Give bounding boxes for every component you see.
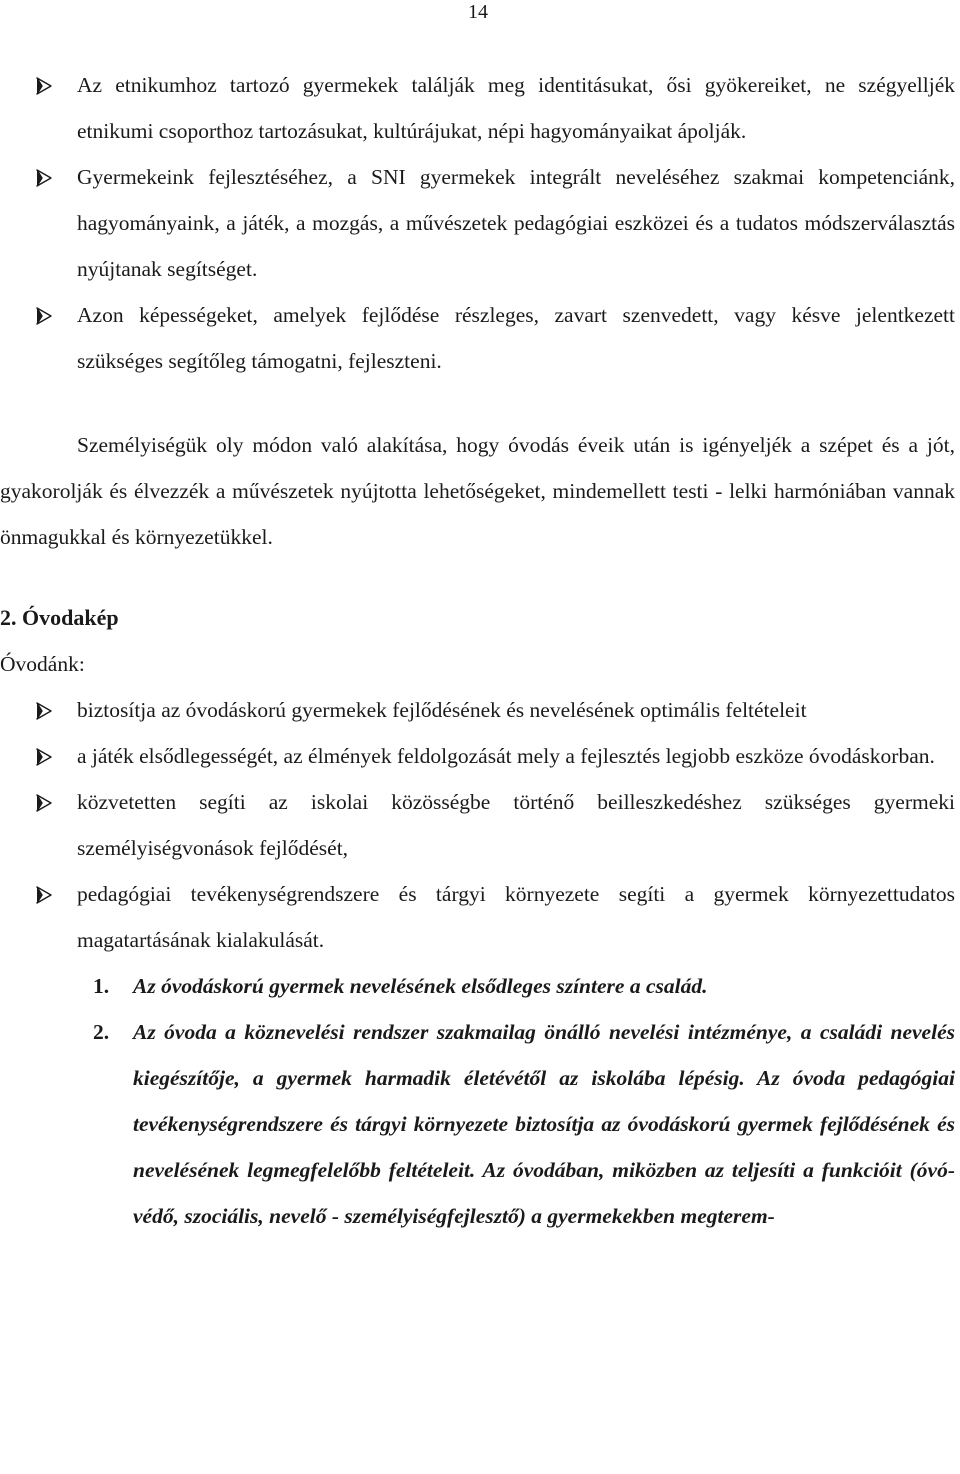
numbered-text: Az óvodáskorú gyermek nevelésének elsődleges színtere a család. [133,974,708,998]
arrow-bullet-icon [35,748,53,766]
item-number: 1. [93,974,110,998]
body-paragraph: Személyiségük oly módon való alakítása, hogy óvodás éveik után is igényeljék a szépet és a jót, gyakorolják és élvezzék a művészetek nyújtotta lehetőségeket, mindemellett testi - lelki harmóniában vannak önmagukkal és környezetükkel. [0,433,955,549]
section-intro: Óvodánk: [0,652,85,676]
arrow-bullet-icon [35,794,53,812]
bullet-text: Az etnikumhoz tartozó gyermekek találják meg identitásukat, ősi gyökereiket, ne szégyelljék etnikumi csoporthoz tartozásukat, kultúrájukat, népi hagyományaikat ápolják. [77,73,955,143]
numbered-item [0,1009,955,1239]
section-heading: 2. Óvodakép [0,605,119,630]
list-item [0,292,955,384]
numbered-item [0,963,955,1009]
document-body [0,62,955,1239]
numbered-text: Az óvoda a köznevelési rendszer szakmailag önálló nevelési intézménye, a családi nevelés kiegészítője, a gyermek harmadik életévétől az iskolába lépésig. Az óvoda pedagógiai tevékenységrendszere és tárgyi környezete biztosítja az óvodáskorú gyermek fejlődésének és nevelésének legmegfelelőbb feltételeit. Az óvodában, miközben az teljesíti a funkcióit (óvó- védő, szociális, nevelő - személyiségfejlesztő) a gyermekekben megterem- [133,1020,955,1228]
bullet-text: Azon képességeket, amelyek fejlődése részleges, zavart szenvedett, vagy késve jelentkezett szükséges segítőleg támogatni, fejleszteni. [77,303,955,373]
item-number: 2. [93,1020,110,1044]
section-bullet-list [0,687,955,963]
list-item [0,687,955,733]
bullet-text: közvetetten segíti az iskolai közösségbe történő beilleszkedéshez szükséges gyermeki személyiségvonások fejlődését, [77,790,955,860]
spacer [0,384,955,422]
arrow-bullet-icon [35,886,53,904]
list-item [0,154,955,292]
bullet-text: Gyermekeink fejlesztéséhez, a SNI gyermekek integrált neveléséhez szakmai kompetenciánk, hagyományaink, a játék, a mozgás, a művészetek pedagógiai eszközei és a tudatos módszerválasztás nyújtanak segítséget. [77,165,955,281]
spacer [0,560,955,595]
list-item [0,62,955,154]
page-number: 14 [468,1,488,23]
bullet-text: pedagógiai tevékenységrendszere és tárgyi környezete segíti a gyermek környezettudatos magatartásának kialakulását. [77,882,955,952]
bullet-text: biztosítja az óvodáskorú gyermekek fejlődésének és nevelésének optimális feltételeit [77,698,807,722]
arrow-bullet-icon [35,169,53,187]
list-item [0,733,955,779]
bullet-text: a játék elsődlegességét, az élmények feldolgozását mely a fejlesztés legjobb eszköze óvodáskorban. [77,744,935,768]
top-bullet-list [0,62,955,384]
list-item [0,871,955,963]
arrow-bullet-icon [35,702,53,720]
arrow-bullet-icon [35,307,53,325]
list-item [0,779,955,871]
numbered-list [0,963,955,1239]
arrow-bullet-icon [35,77,53,95]
